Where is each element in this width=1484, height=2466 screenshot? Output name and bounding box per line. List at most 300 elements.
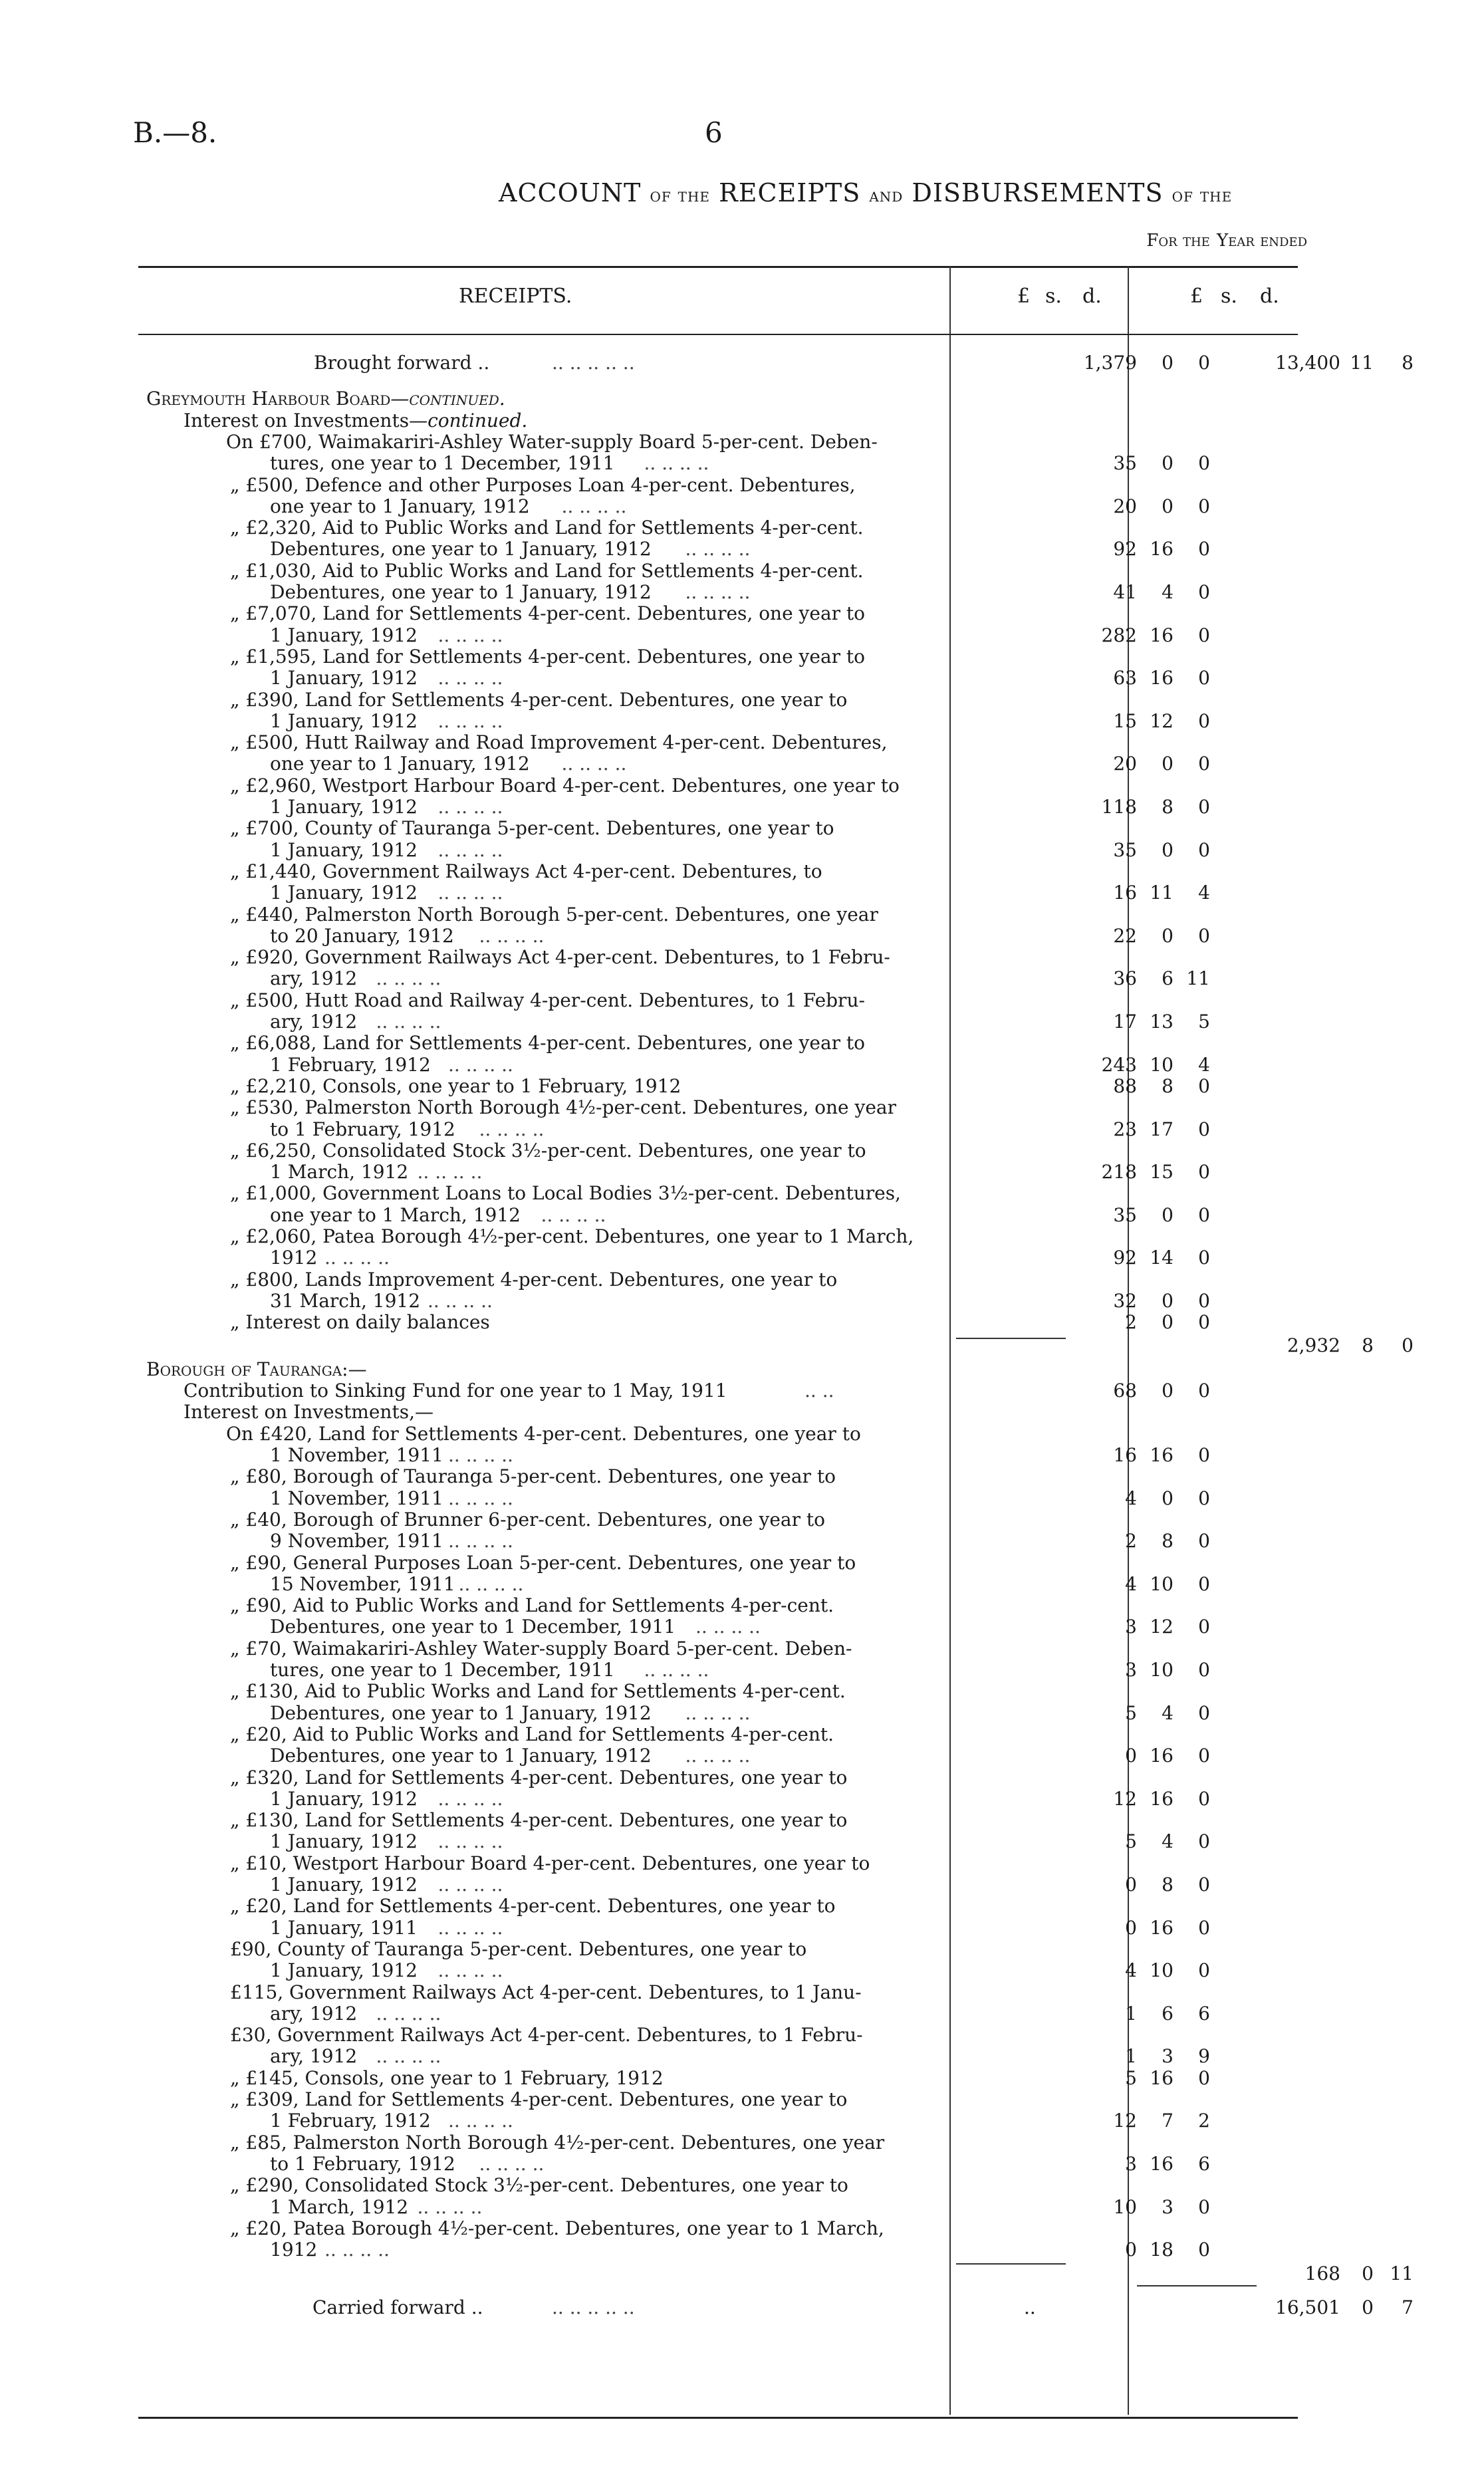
- shillings-value: 0: [1162, 1203, 1174, 1226]
- leader-dots: .. .. .. ..: [561, 495, 627, 517]
- greymouth-line: [140, 1097, 1297, 1118]
- leader-dots: .. .. .. ..: [376, 2045, 441, 2068]
- subheading-text: Interest on Investments—continued.: [184, 409, 528, 432]
- leader-dots: .. .. .. ..: [437, 1830, 503, 1853]
- pence-value: 0: [1198, 1530, 1210, 1552]
- pence-value: 0: [1198, 1787, 1210, 1810]
- pence-value: 0: [1198, 1659, 1210, 1681]
- pence-value: 0: [1198, 1444, 1210, 1466]
- pence-value: 0: [1198, 1745, 1210, 1767]
- shillings-value: 16: [1150, 2066, 1174, 2089]
- leader-dots: .. .. .. ..: [417, 1161, 483, 1183]
- line-description: „ £20, Patea Borough 4½-per-cent. Debentures, one year to 1 March,: [230, 2217, 884, 2239]
- line-description-cont: 1 February, 1912: [270, 2110, 431, 2132]
- tauranga-line-cont: [140, 1660, 1297, 1681]
- leader-dots: .. .. .. ..: [458, 1572, 524, 1595]
- tauranga-line: [140, 1982, 1297, 2003]
- leader-dots: .. .. .. ..: [437, 796, 503, 818]
- tauranga-line-cont: [140, 1917, 1297, 1939]
- pounds-value: 168: [1304, 2263, 1340, 2285]
- greymouth-line: [140, 1312, 1297, 1333]
- line-description: „ £40, Borough of Brunner 6-per-cent. Debentures, one year to: [230, 1508, 826, 1531]
- greymouth-line: [140, 646, 1297, 668]
- shillings-value: 8: [1162, 1874, 1174, 1896]
- pounds-value: 2: [1125, 1530, 1137, 1552]
- page-title: ACCOUNT of the RECEIPTS and DISBURSEMENTS of the: [499, 178, 1233, 207]
- pounds-value: 41: [1113, 581, 1137, 603]
- leader-dots: .. .. .. ..: [448, 1053, 513, 1076]
- line-description-cont: 1 January, 1912: [270, 1830, 418, 1853]
- shillings-value: 16: [1150, 624, 1174, 646]
- line-description: „ £309, Land for Settlements 4-per-cent. Debentures, one year to: [230, 2088, 848, 2110]
- line-description-cont: 1 March, 1912: [270, 1161, 409, 1183]
- line-description: „ £10, Westport Harbour Board 4-per-cent. Debentures, one year to: [230, 1852, 870, 1874]
- pence-value: 8: [1402, 352, 1414, 374]
- greymouth-line-cont: [140, 1054, 1297, 1076]
- pounds-value: 243: [1101, 1053, 1137, 1076]
- pence-value: 0: [1198, 352, 1210, 374]
- tauranga-line: [140, 1681, 1297, 1702]
- pounds-value: 0: [1125, 1874, 1137, 1896]
- greymouth-line: [140, 1076, 1297, 1097]
- pence-value: 0: [1198, 667, 1210, 689]
- pence-value: 0: [1198, 796, 1210, 818]
- shillings-value: 11: [1350, 352, 1374, 374]
- leader-dots: .. .. .. ..: [428, 1289, 493, 1312]
- section-heading-text: Borough of Tauranga:—: [146, 1358, 367, 1380]
- tauranga-line-cont: [140, 2046, 1297, 2067]
- tauranga-line-cont: [140, 1531, 1297, 1552]
- greymouth-line: [140, 861, 1297, 882]
- greymouth-line-cont: [140, 453, 1297, 474]
- line-description: „ £920, Government Railways Act 4-per-cent. Debentures, to 1 Febru-: [230, 946, 890, 969]
- shilling-header: s.: [1045, 285, 1062, 308]
- pounds-value: 3: [1125, 2152, 1137, 2175]
- line-description: On £420, Land for Settlements 4-per-cent. Debentures, one year to: [226, 1422, 861, 1445]
- line-description: On £700, Waimakariri-Ashley Water-supply Board 5-per-cent. Deben-: [226, 430, 878, 453]
- shillings-value: 12: [1150, 1616, 1174, 1638]
- pence-value: 0: [1402, 1334, 1414, 1356]
- pounds-value: 88: [1113, 1074, 1137, 1097]
- line-description: „ £80, Borough of Tauranga 5-per-cent. Debentures, one year to: [230, 1465, 836, 1488]
- shillings-value: 13: [1150, 1011, 1174, 1033]
- continued-note: —continued.: [390, 388, 505, 410]
- leader-dots: .. .. .. .. ..: [552, 2296, 635, 2318]
- shillings-value: 8: [1162, 1074, 1174, 1097]
- line-description-cont: 1 November, 1911: [270, 1444, 443, 1466]
- tauranga-line-cont: [140, 2154, 1297, 2175]
- greymouth-line-cont: [140, 882, 1297, 904]
- shillings-value: 0: [1162, 452, 1174, 475]
- section-heading-text: Greymouth Harbour Board—continued.: [146, 388, 505, 410]
- line-description: „ £2,210, Consols, one year to 1 February, 1912: [230, 1074, 681, 1097]
- tauranga-line: [140, 2175, 1297, 2196]
- line-description: £30, Government Railways Act 4-per-cent. Debentures, to 1 Febru-: [230, 2024, 863, 2046]
- pounds-value: 35: [1113, 838, 1137, 861]
- pounds-value: 10: [1113, 2195, 1137, 2218]
- shillings-value: 0: [1362, 2263, 1374, 2285]
- shillings-value: 0: [1162, 1289, 1174, 1312]
- greymouth-line-cont: [140, 711, 1297, 732]
- pounds-value: 12: [1113, 2110, 1137, 2132]
- shillings-value: 0: [1162, 753, 1174, 775]
- leader-dots: .. .. .. ..: [437, 838, 503, 861]
- pence-value: 0: [1198, 624, 1210, 646]
- line-description: „ £1,595, Land for Settlements 4-per-cent. Debentures, one year to: [230, 645, 866, 668]
- line-description-cont: Debentures, one year to 1 January, 1912: [270, 581, 652, 603]
- line-description-cont: 1 January, 1912: [270, 667, 418, 689]
- pence-value: 0: [1198, 753, 1210, 775]
- line-description: „ £2,060, Patea Borough 4½-per-cent. Debentures, one year to 1 March,: [230, 1225, 914, 1247]
- line-description: „ £85, Palmerston North Borough 4½-per-cent. Debentures, one year: [230, 2131, 885, 2154]
- tauranga-line-cont: [140, 2003, 1297, 2025]
- line-description-cont: ary, 1912: [270, 967, 358, 990]
- greymouth-line-cont: [140, 496, 1297, 517]
- line-description: „ £800, Lands Improvement 4-per-cent. Debentures, one year to: [230, 1268, 838, 1291]
- shillings-value: 6: [1162, 2002, 1174, 2025]
- line-description-cont: 31 March, 1912: [270, 1289, 421, 1312]
- shillings-value: 16: [1150, 1745, 1174, 1767]
- line-description: „ Interest on daily balances: [230, 1311, 490, 1334]
- carried-forward-placeholder: ..: [1024, 2296, 1036, 2318]
- line-description-cont: 1 March, 1912: [270, 2195, 409, 2218]
- greymouth-line-cont: [140, 1011, 1297, 1033]
- line-description-cont: 15 November, 1911: [270, 1572, 455, 1595]
- line-description-cont: 1912: [270, 2239, 318, 2261]
- pounds-value: 20: [1113, 753, 1137, 775]
- leader-dots: .. ..: [804, 1380, 834, 1402]
- pounds-value: 36: [1113, 967, 1137, 990]
- brought-forward-row: [140, 352, 1414, 374]
- line-description-cont: 1 February, 1912: [270, 1053, 431, 1076]
- pence-value: 0: [1198, 1074, 1210, 1097]
- pounds-value: 22: [1113, 924, 1137, 947]
- leader-dots: .. .. .. ..: [685, 1745, 751, 1767]
- shillings-value: 8: [1162, 1530, 1174, 1552]
- pounds-value: 0: [1125, 1916, 1137, 1939]
- pence-value: 11: [1390, 2263, 1414, 2285]
- pence-value: 0: [1198, 495, 1210, 517]
- line-description: „ £2,960, Westport Harbour Board 4-per-cent. Debentures, one year to: [230, 774, 900, 797]
- pound-header: £: [1190, 285, 1203, 308]
- greymouth-line: [140, 689, 1297, 711]
- shillings-value: 16: [1150, 1916, 1174, 1939]
- line-description: „ £700, County of Tauranga 5-per-cent. Debentures, one year to: [230, 817, 834, 840]
- line-description-cont: 1 January, 1912: [270, 796, 418, 818]
- shillings-value: 16: [1150, 667, 1174, 689]
- page-reference: B.—8.: [133, 116, 217, 149]
- shillings-value: 3: [1162, 2045, 1174, 2068]
- leader-dots: .. .. .. ..: [695, 1616, 761, 1638]
- pence-header: d.: [1082, 285, 1102, 308]
- header-rule: [138, 334, 1298, 335]
- pounds-value: 68: [1113, 1380, 1137, 1402]
- tauranga-line: [140, 1724, 1297, 1745]
- line-description: „ £6,088, Land for Settlements 4-per-cent. Debentures, one year to: [230, 1032, 866, 1054]
- leader-dots: .. .. .. ..: [448, 1444, 513, 1466]
- pounds-value: 0: [1125, 1745, 1137, 1767]
- line-description: „ £20, Aid to Public Works and Land for Settlements 4-per-cent.: [230, 1723, 834, 1745]
- line-description-cont: to 1 February, 1912: [270, 2152, 455, 2175]
- line-description-cont: 9 November, 1911: [270, 1530, 443, 1552]
- line-description-cont: tures, one year to 1 December, 1911: [270, 1659, 615, 1681]
- line-description: „ £90, General Purposes Loan 5-per-cent. Debentures, one year to: [230, 1551, 856, 1574]
- shillings-value: 16: [1150, 2152, 1174, 2175]
- pounds-value: 1: [1125, 2045, 1137, 2068]
- line-description: „ £20, Land for Settlements 4-per-cent. Debentures, one year to: [230, 1895, 836, 1917]
- pounds-value: 4: [1125, 1572, 1137, 1595]
- pounds-value: 1,379: [1083, 352, 1137, 374]
- pence-value: 9: [1198, 2045, 1210, 2068]
- tauranga-line-cont: [140, 1874, 1297, 1896]
- pounds-value: 13,400: [1275, 352, 1340, 374]
- line-description-cont: 1 January, 1912: [270, 882, 418, 904]
- leader-dots: .. .. .. ..: [437, 1959, 503, 1982]
- shillings-value: 10: [1150, 1659, 1174, 1681]
- line-description: „ £1,000, Government Loans to Local Bodies 3½-per-cent. Debentures,: [230, 1182, 901, 1205]
- pence-value: 0: [1198, 1247, 1210, 1269]
- pounds-value: 16,501: [1275, 2296, 1340, 2318]
- page-number: 6: [705, 116, 723, 149]
- pounds-value: 3: [1125, 1659, 1137, 1681]
- pence-value: 4: [1198, 1053, 1210, 1076]
- shillings-value: 16: [1150, 1787, 1174, 1810]
- line-description-cont: Debentures, one year to 1 December, 1911: [270, 1616, 676, 1638]
- line-description: „ £390, Land for Settlements 4-per-cent. Debentures, one year to: [230, 688, 848, 711]
- leader-dots: .. .. .. ..: [376, 2002, 441, 2025]
- leader-dots: .. .. .. ..: [479, 2152, 545, 2175]
- greymouth-line-cont: [140, 753, 1297, 775]
- greymouth-line: [140, 1033, 1297, 1054]
- tauranga-line: [140, 2025, 1297, 2046]
- shillings-value: 0: [1162, 838, 1174, 861]
- line-description-cont: to 1 February, 1912: [270, 1118, 455, 1140]
- total-rule: [1137, 2285, 1257, 2286]
- line-description: „ £7,070, Land for Settlements 4-per-cent. Debentures, one year to: [230, 602, 866, 625]
- pence-value: 0: [1198, 1203, 1210, 1226]
- shillings-value: 8: [1362, 1334, 1374, 1356]
- leader-dots: .. .. .. ..: [417, 2195, 483, 2218]
- line-description-cont: 1912: [270, 1247, 318, 1269]
- leader-dots: .. .. .. ..: [541, 1203, 606, 1226]
- shillings-value: 17: [1150, 1118, 1174, 1140]
- line-description-cont: one year to 1 March, 1912: [270, 1203, 521, 1226]
- pounds-value: 23: [1113, 1118, 1137, 1140]
- pounds-value: 20: [1113, 495, 1137, 517]
- greymouth-line: [140, 818, 1297, 839]
- line-description-cont: Debentures, one year to 1 January, 1912: [270, 1745, 652, 1767]
- line-description: „ £500, Hutt Road and Railway 4-per-cent. Debentures, to 1 Febru-: [230, 989, 865, 1011]
- pence-value: 0: [1198, 1830, 1210, 1853]
- shillings-value: 10: [1150, 1959, 1174, 1982]
- line-description: „ £320, Land for Settlements 4-per-cent. Debentures, one year to: [230, 1766, 848, 1788]
- leader-dots: .. .. .. ..: [376, 1011, 441, 1033]
- subheading-row: [140, 410, 1297, 432]
- line-description: „ £500, Hutt Railway and Road Improvement 4-per-cent. Debentures,: [230, 731, 888, 754]
- pounds-value: 16: [1113, 882, 1137, 904]
- pence-value: 6: [1198, 2002, 1210, 2025]
- shilling-header: s.: [1221, 285, 1237, 308]
- shillings-value: 0: [1162, 1487, 1174, 1509]
- pounds-value: 1: [1125, 2002, 1137, 2025]
- line-description-cont: Debentures, one year to 1 January, 1912: [270, 538, 652, 560]
- greymouth-line: [140, 775, 1297, 797]
- shillings-value: 18: [1150, 2239, 1174, 2261]
- line-description-cont: 1 January, 1912: [270, 838, 418, 861]
- pence-value: 0: [1198, 538, 1210, 560]
- pence-value: 0: [1198, 2195, 1210, 2218]
- greymouth-line: [140, 432, 1297, 453]
- greymouth-line-cont: [140, 840, 1297, 861]
- tauranga-line: [140, 1853, 1297, 1874]
- pounds-value: 16: [1113, 1444, 1137, 1466]
- leader-dots: .. .. .. ..: [685, 1701, 751, 1724]
- tauranga-line-cont: [140, 2239, 1297, 2261]
- tauranga-total-row: [140, 2263, 1414, 2285]
- greymouth-line-cont: [140, 797, 1297, 818]
- leader-dots: .. .. .. ..: [437, 709, 503, 732]
- shillings-value: 0: [1162, 495, 1174, 517]
- greymouth-line: [140, 475, 1297, 496]
- line-description-cont: ary, 1912: [270, 2045, 358, 2068]
- line-description: „ £130, Land for Settlements 4-per-cent. Debentures, one year to: [230, 1809, 848, 1832]
- brought-forward-label: Brought forward ..: [314, 352, 490, 374]
- greymouth-line-cont: [140, 925, 1297, 947]
- leader-dots: .. .. .. ..: [324, 2239, 390, 2261]
- pence-value: 0: [1198, 709, 1210, 732]
- leader-dots: .. .. .. ..: [448, 1487, 513, 1509]
- shillings-value: 12: [1150, 709, 1174, 732]
- subheading-row: [140, 1402, 1297, 1423]
- pounds-value: 218: [1101, 1161, 1137, 1183]
- pounds-value: 17: [1113, 1011, 1137, 1033]
- pence-value: 0: [1198, 838, 1210, 861]
- shillings-value: 4: [1162, 1701, 1174, 1724]
- line-description-cont: to 20 January, 1912: [270, 924, 454, 947]
- tauranga-line: [140, 1552, 1297, 1574]
- pence-value: 0: [1198, 1616, 1210, 1638]
- pence-value: 6: [1198, 2152, 1210, 2175]
- pence-value: 0: [1198, 1874, 1210, 1896]
- greymouth-line: [140, 990, 1297, 1011]
- greymouth-line: [140, 560, 1297, 582]
- line-description-cont: one year to 1 January, 1912: [270, 753, 530, 775]
- line-description-cont: ary, 1912: [270, 1011, 358, 1033]
- pence-value: 0: [1198, 2239, 1210, 2261]
- leader-dots: .. .. .. .. ..: [552, 352, 635, 374]
- greymouth-line: [140, 1226, 1297, 1247]
- pounds-value: 32: [1113, 1289, 1137, 1312]
- pounds-value: 35: [1113, 1203, 1137, 1226]
- greymouth-line: [140, 904, 1297, 925]
- line-description: „ £130, Aid to Public Works and Land for Settlements 4-per-cent.: [230, 1680, 846, 1703]
- tauranga-line-cont: [140, 1960, 1297, 1981]
- sinking-fund-row: [140, 1380, 1297, 1402]
- line-description: „ £6,250, Consolidated Stock 3½-per-cent. Debentures, one year to: [230, 1139, 866, 1162]
- greymouth-line-cont: [140, 1205, 1297, 1226]
- tauranga-line: [140, 2068, 1297, 2089]
- pounds-value: 5: [1125, 1830, 1137, 1853]
- greymouth-line-cont: [140, 1247, 1297, 1269]
- pounds-value: 118: [1101, 796, 1137, 818]
- tauranga-line-cont: [140, 1788, 1297, 1810]
- shillings-value: 0: [1362, 2296, 1374, 2318]
- line-description-cont: one year to 1 January, 1912: [270, 495, 530, 517]
- pence-value: 0: [1198, 2066, 1210, 2089]
- pence-value: 0: [1198, 1916, 1210, 1939]
- pounds-value: 5: [1125, 1701, 1137, 1724]
- line-description: „ £290, Consolidated Stock 3½-per-cent. Debentures, one year to: [230, 2174, 848, 2197]
- line-description-cont: tures, one year to 1 December, 1911: [270, 452, 615, 475]
- shillings-value: 0: [1162, 1311, 1174, 1334]
- leader-dots: .. .. .. ..: [561, 753, 627, 775]
- tauranga-line-cont: [140, 1831, 1297, 1852]
- line-description: „ £2,320, Aid to Public Works and Land for Settlements 4-per-cent.: [230, 517, 864, 539]
- pounds-value: 92: [1113, 1247, 1137, 1269]
- pence-value: 0: [1198, 1701, 1210, 1724]
- pence-value: 2: [1198, 2110, 1210, 2132]
- line-description-cont: 1 November, 1911: [270, 1487, 443, 1509]
- pence-value: 0: [1198, 1118, 1210, 1140]
- pounds-value: 12: [1113, 1787, 1137, 1810]
- leader-dots: .. .. .. ..: [479, 924, 545, 947]
- leader-dots: .. .. .. ..: [437, 1787, 503, 1810]
- section-heading: [140, 388, 1297, 410]
- pounds-value: 2: [1125, 1311, 1137, 1334]
- leader-dots: .. .. .. ..: [376, 967, 441, 990]
- pence-value: 0: [1198, 452, 1210, 475]
- tauranga-line-cont: [140, 1703, 1297, 1724]
- line-description: „ £1,030, Aid to Public Works and Land for Settlements 4-per-cent.: [230, 559, 864, 582]
- greymouth-line: [140, 517, 1297, 539]
- shillings-value: 14: [1150, 1247, 1174, 1269]
- tauranga-line: [140, 1595, 1297, 1616]
- line-description: „ £145, Consols, one year to 1 February, 1912: [230, 2066, 664, 2089]
- shillings-value: 6: [1162, 967, 1174, 990]
- sinking-fund-label: Contribution to Sinking Fund for one year to 1 May, 1911: [184, 1380, 727, 1402]
- pence-value: 0: [1198, 1161, 1210, 1183]
- tauranga-line-cont: [140, 1616, 1297, 1638]
- pounds-value: 92: [1113, 538, 1137, 560]
- pence-value: 11: [1186, 967, 1210, 990]
- shillings-value: 10: [1150, 1572, 1174, 1595]
- tauranga-line: [140, 1509, 1297, 1531]
- greymouth-line: [140, 947, 1297, 968]
- line-description: £115, Government Railways Act 4-per-cent. Debentures, to 1 Janu-: [230, 1981, 862, 2003]
- pounds-value: 4: [1125, 1487, 1137, 1509]
- pence-value: 0: [1198, 1289, 1210, 1312]
- pounds-value: 5: [1125, 2066, 1137, 2089]
- shillings-value: 4: [1162, 581, 1174, 603]
- tauranga-line-cont: [140, 1488, 1297, 1509]
- tauranga-line: [140, 2089, 1297, 2110]
- pounds-value: 2,932: [1287, 1334, 1340, 1356]
- tauranga-line: [140, 2218, 1297, 2239]
- greymouth-line-cont: [140, 539, 1297, 560]
- pence-value: 0: [1198, 1959, 1210, 1982]
- leader-dots: .. .. .. ..: [324, 1247, 390, 1269]
- line-description-cont: 1 January, 1912: [270, 624, 418, 646]
- pence-value: 4: [1198, 882, 1210, 904]
- line-description: „ £530, Palmerston North Borough 4½-per-cent. Debentures, one year: [230, 1096, 896, 1119]
- carried-forward-label: Carried forward ..: [312, 2296, 483, 2318]
- greymouth-total-row: [140, 1334, 1414, 1356]
- leader-dots: .. .. .. ..: [448, 1530, 513, 1552]
- page-subtitle: For the Year ended: [1146, 231, 1307, 251]
- pounds-value: 0: [1125, 2239, 1137, 2261]
- pence-value: 0: [1198, 1380, 1210, 1402]
- leader-dots: .. .. .. ..: [437, 1916, 503, 1939]
